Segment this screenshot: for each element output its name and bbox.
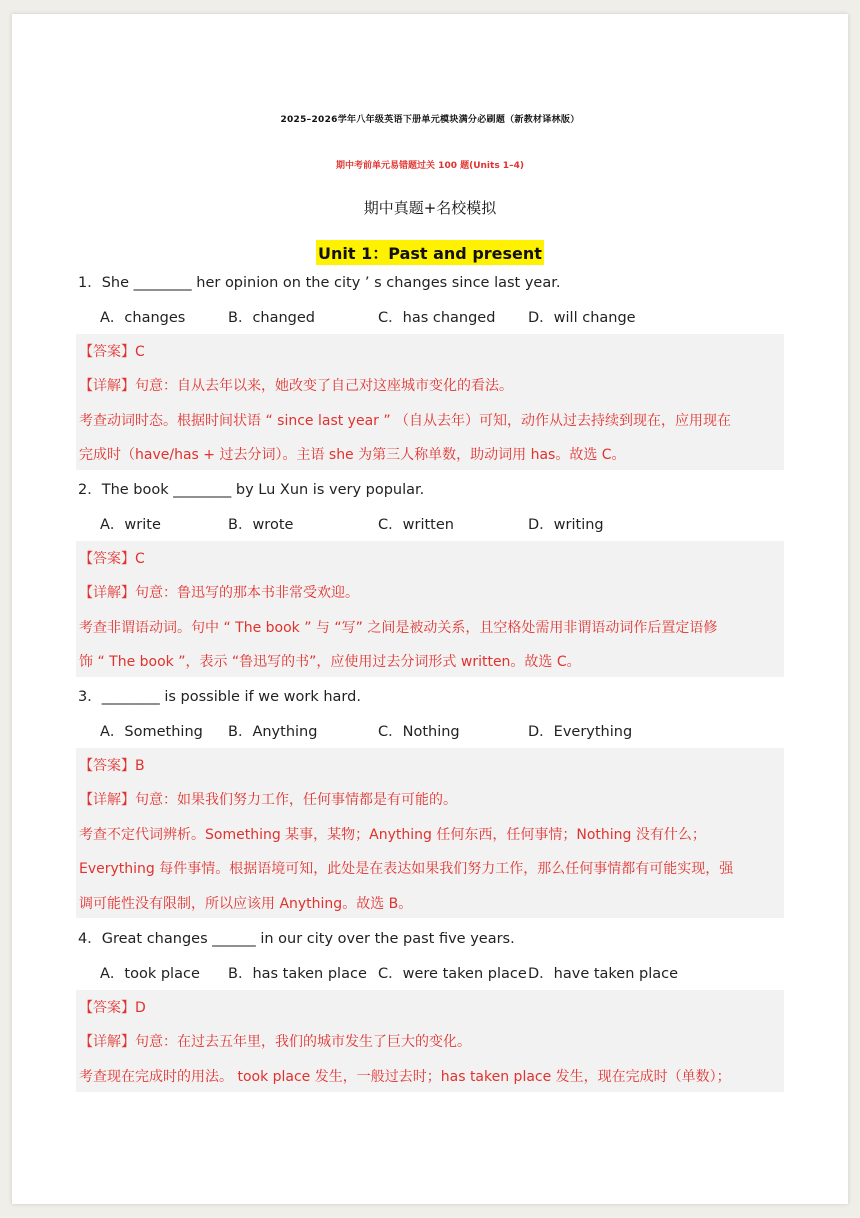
option-c: C．Nothing <box>378 724 460 740</box>
explanation-line: 完成时（have/has + 过去分词）。主语 she 为第三人称单数，助动词用 has。故选 C。 <box>79 447 626 463</box>
unit-heading-wrap <box>0 240 860 265</box>
option-d: D．Everything <box>528 724 633 740</box>
explanation-line: 【详解】句意：自从去年以来，她改变了自己对这座城市变化的看法。 <box>79 378 513 394</box>
explanation-line: 调可能性没有限制，所以应该用 Anything。故选 B。 <box>79 896 413 912</box>
question-stem: 2．The book ________ by Lu Xun is very popular. <box>78 482 425 498</box>
explanation-line: 考查现在完成时的用法。 took place 发生，一般过去时；has taken place 发生，现在完成时（单数）； <box>79 1069 731 1085</box>
option-c: C．were taken place <box>378 966 527 982</box>
option-c: C．written <box>378 517 454 533</box>
option-d: D．writing <box>528 517 604 533</box>
answer-label: 【答案】C <box>79 551 145 567</box>
explanation-line: 【详解】句意：在过去五年里，我们的城市发生了巨大的变化。 <box>79 1034 471 1050</box>
option-b: B．changed <box>228 310 316 326</box>
explanation-line: 考查不定代词辨析。Something 某事，某物；Anything 任何东西，任何事情；Nothing 没有什么； <box>79 827 706 843</box>
question-stem: 1．She ________ her opinion on the city ’ s changes since last year. <box>78 275 561 291</box>
option-a: A．took place <box>100 966 200 982</box>
option-b: B．has taken place <box>228 966 367 982</box>
answer-label: 【答案】B <box>79 758 145 774</box>
option-c: C．has changed <box>378 310 496 326</box>
answer-block <box>76 748 784 918</box>
answer-label: 【答案】C <box>79 344 145 360</box>
option-b: B．wrote <box>228 517 294 533</box>
option-a: A．Something <box>100 724 203 740</box>
answer-block <box>76 541 784 677</box>
document-title: 2025–2026学年八年级英语下册单元模块满分必刷题（新教材译林版） <box>280 115 580 125</box>
unit-heading: Unit 1：Past and present <box>316 240 544 265</box>
answer-block <box>76 990 784 1092</box>
option-a: A．changes <box>100 310 186 326</box>
answer-block <box>76 334 784 470</box>
explanation-line: 饰 “ The book ”，表示 “鲁迅写的书”，应使用过去分词形式 written。故选 C。 <box>79 654 581 670</box>
document-subtitle: 期中考前单元易错题过关 100 题(Units 1–4) <box>336 161 524 171</box>
explanation-line: Everything 每件事情。根据语境可知，此处是在表达如果我们努力工作，那么任何事情都有可能实现，强 <box>79 861 734 877</box>
explanation-line: 考查动词时态。根据时间状语 “ since last year ” （自从去年）可知，动作从过去持续到现在，应用现在 <box>79 413 732 429</box>
option-d: D．will change <box>528 310 636 326</box>
explanation-line: 【详解】句意：鲁迅写的那本书非常受欢迎。 <box>79 585 359 601</box>
question-stem: 4．Great changes ______ in our city over the past five years. <box>78 931 515 947</box>
document-source-note: 期中真题+名校模拟 <box>363 199 497 217</box>
answer-label: 【答案】D <box>79 1000 146 1016</box>
explanation-line: 考查非谓语动词。句中 “ The book ” 与 “写” 之间是被动关系，且空格处需用非谓语动词作后置定语修 <box>79 620 718 636</box>
explanation-line: 【详解】句意：如果我们努力工作，任何事情都是有可能的。 <box>79 792 457 808</box>
option-b: B．Anything <box>228 724 318 740</box>
option-a: A．write <box>100 517 161 533</box>
question-stem: 3．________ is possible if we work hard. <box>78 689 361 705</box>
option-d: D．have taken place <box>528 966 679 982</box>
